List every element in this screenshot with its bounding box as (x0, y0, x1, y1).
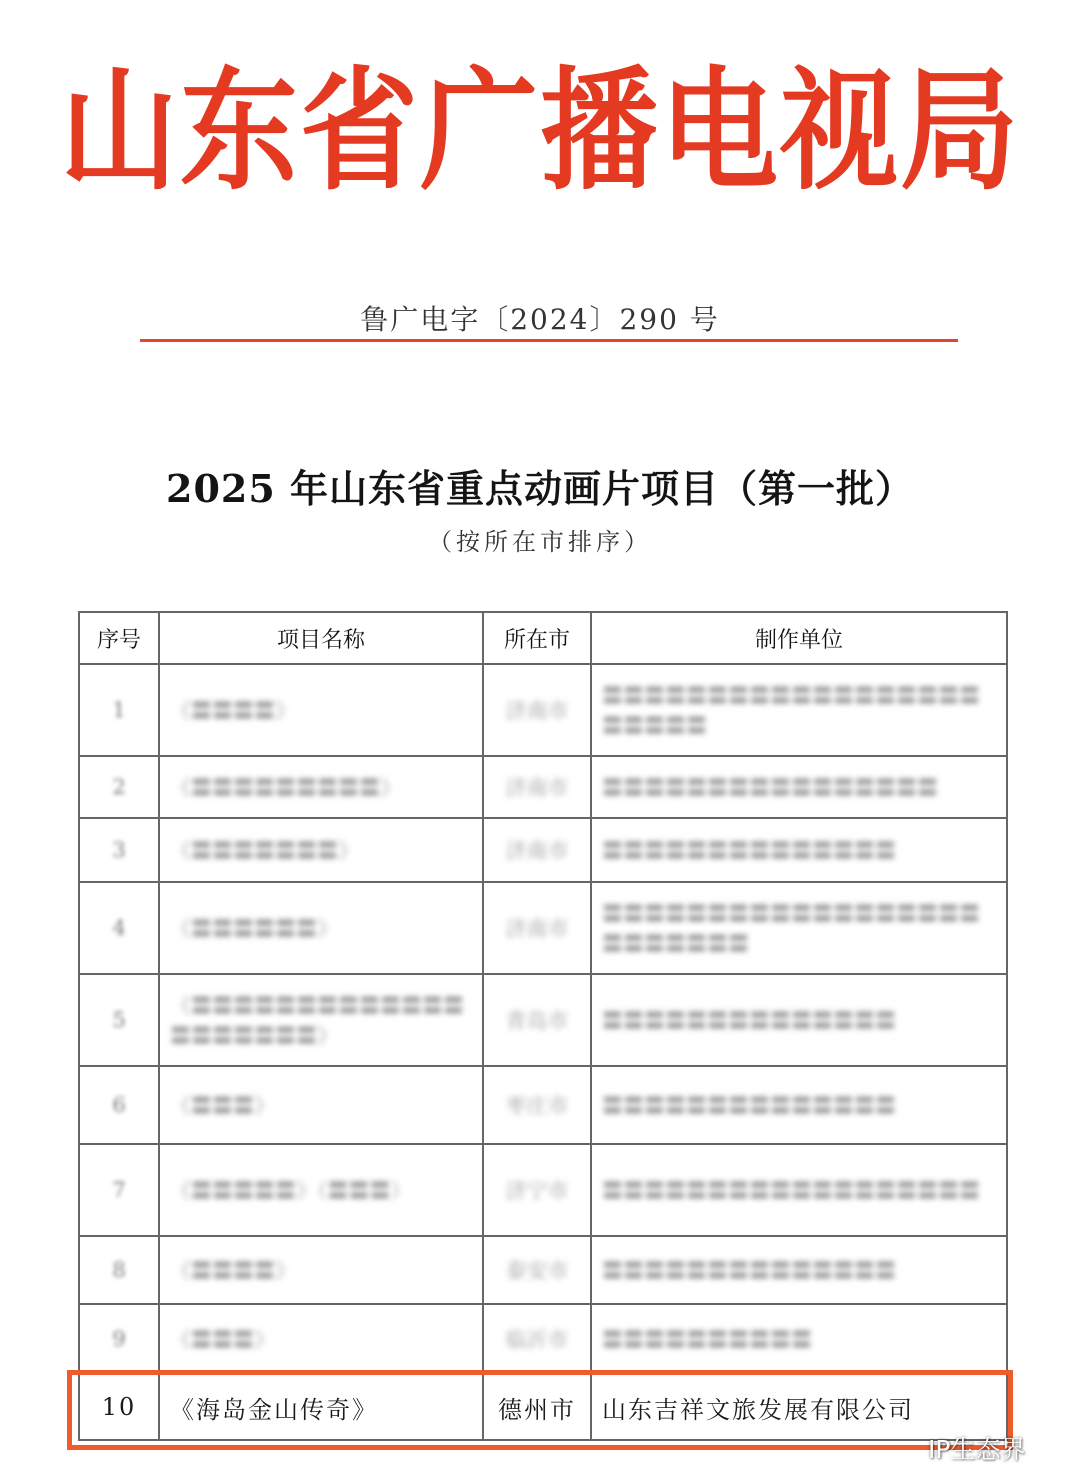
red-divider-line (140, 339, 958, 342)
watermark-text: IP生态界 (928, 1435, 1026, 1464)
row-name: 《〓〓〓〓》 (159, 1236, 483, 1304)
document-subtitle: （按所在市排序） (428, 528, 652, 556)
row-city: 济南市 (483, 882, 591, 974)
row-no: 6 (79, 1066, 159, 1144)
row-city: 济南市 (483, 818, 591, 882)
table-row (79, 1304, 1007, 1374)
row-city: 济南市 (483, 756, 591, 818)
row-unit: 〓〓〓〓〓〓〓〓〓〓 (591, 1304, 1007, 1374)
highlight-box (67, 1370, 1013, 1450)
row-city: 济南市 (483, 664, 591, 756)
table-row (79, 1066, 1007, 1144)
row-unit: 〓〓〓〓〓〓〓〓〓〓〓〓〓〓 (591, 1066, 1007, 1144)
header-city: 所在市 (483, 612, 591, 664)
row-unit: 〓〓〓〓〓〓〓〓〓〓〓〓〓〓〓〓〓〓〓〓〓〓〓〓〓 (591, 882, 1007, 974)
row-unit: 〓〓〓〓〓〓〓〓〓〓〓〓〓〓〓〓〓〓〓〓〓〓〓 (591, 664, 1007, 756)
row-unit: 〓〓〓〓〓〓〓〓〓〓〓〓〓〓 (591, 818, 1007, 882)
row-no: 9 (79, 1304, 159, 1374)
document-number: 鲁广电字〔2024〕290 号 (360, 303, 720, 336)
row-unit: 山东吉祥文旅发展有限公司 (591, 1374, 1007, 1440)
row-city: 青岛市 (483, 974, 591, 1066)
row-city: 泰安市 (483, 1236, 591, 1304)
row-name: 《〓〓〓〓〓〓》 (159, 882, 483, 974)
header-producer: 制作单位 (591, 612, 1007, 664)
row-no: 10 (79, 1374, 159, 1440)
table-row (79, 974, 1007, 1066)
table-row (79, 818, 1007, 882)
row-unit: 〓〓〓〓〓〓〓〓〓〓〓〓〓〓〓〓 (591, 756, 1007, 818)
row-city: 枣庄市 (483, 1066, 591, 1144)
header-no: 序号 (79, 612, 159, 664)
row-name: 《海岛金山传奇》 (159, 1374, 483, 1440)
header-project-name: 项目名称 (159, 612, 483, 664)
table-row (79, 1144, 1007, 1236)
row-city: 济宁市 (483, 1144, 591, 1236)
row-no: 4 (79, 882, 159, 974)
row-name: 《〓〓〓〓》 (159, 664, 483, 756)
row-unit: 〓〓〓〓〓〓〓〓〓〓〓〓〓〓 (591, 974, 1007, 1066)
row-no: 2 (79, 756, 159, 818)
table-row (79, 756, 1007, 818)
row-no: 3 (79, 818, 159, 882)
row-city: 临沂市 (483, 1304, 591, 1374)
row-city: 德州市 (483, 1374, 591, 1440)
table-row (79, 664, 1007, 756)
table-row (79, 1236, 1007, 1304)
row-no: 1 (79, 664, 159, 756)
row-no: 5 (79, 974, 159, 1066)
row-name: 《〓〓〓》 (159, 1066, 483, 1144)
row-no: 8 (79, 1236, 159, 1304)
row-name: 《〓〓〓〓〓〓〓〓〓》 (159, 756, 483, 818)
project-table (78, 611, 1008, 1441)
row-name: 《〓〓〓〓〓》（〓〓〓） (159, 1144, 483, 1236)
masthead-title: 山东省广播电视局 (59, 53, 1020, 209)
document-title: 2025 年山东省重点动画片项目（第一批） (166, 466, 914, 511)
row-no: 7 (79, 1144, 159, 1236)
row-name: 《〓〓〓》 (159, 1304, 483, 1374)
row-unit: 〓〓〓〓〓〓〓〓〓〓〓〓〓〓 (591, 1236, 1007, 1304)
row-unit: 〓〓〓〓〓〓〓〓〓〓〓〓〓〓〓〓〓〓 (591, 1144, 1007, 1236)
row-name: 《〓〓〓〓〓〓〓》 (159, 818, 483, 882)
table-row (79, 882, 1007, 974)
table-header-row (79, 612, 1007, 664)
row-name: 《〓〓〓〓〓〓〓〓〓〓〓〓〓〓〓〓〓〓〓〓》 (159, 974, 483, 1066)
